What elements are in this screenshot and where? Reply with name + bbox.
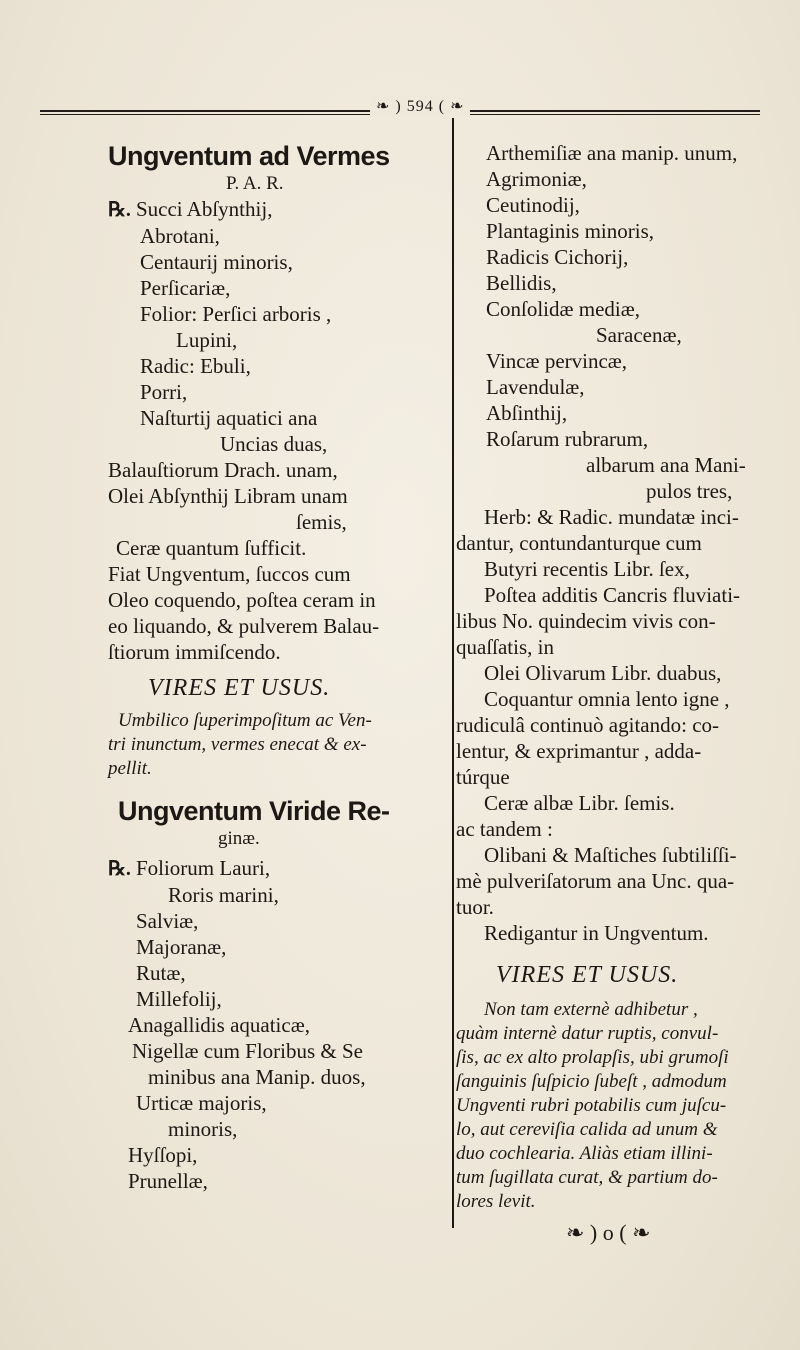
recipe-viride-line: Majoranæ,: [136, 935, 227, 959]
page-number: ❧ ) 594 ( ❧: [370, 96, 470, 116]
recipe-vermes-line: Naſturtij aquatici ana: [140, 406, 318, 430]
recipe-viride-line: Hyſſopi,: [128, 1143, 198, 1167]
vires-heading-1: VIRES ET USUS.: [148, 675, 331, 701]
vires-heading-2: VIRES ET USUS.: [496, 962, 679, 988]
recipe-cont-line: Agrimoniæ,: [486, 167, 587, 191]
instruction-line: Coquantur omnia lento igne ,: [484, 687, 730, 711]
recipe-vermes-line: Abrotani,: [140, 224, 220, 248]
recipe-vermes-line: Radic: Ebuli,: [140, 354, 251, 378]
instruction-line: Redigantur in Ungventum.: [484, 921, 709, 945]
recipe-vermes-line: Balauſtiorum Drach. unam,: [108, 458, 338, 482]
recipe-vermes-line: Oleo coquendo, poſtea ceram in: [108, 588, 376, 612]
recipe-cont-line: Vincæ pervincæ,: [486, 349, 628, 373]
vires-text-2: [456, 998, 796, 1214]
instruction-line: quaſſatis, in: [456, 635, 554, 659]
recipe-viride-line: Rutæ,: [136, 961, 186, 985]
recipe-authority: P. A. R.: [226, 173, 284, 194]
recipe-vermes-line: Fiat Ungventum, ſuccos cum: [108, 562, 351, 586]
recipe-cont-line: Ceutinodij,: [486, 193, 580, 217]
instruction-line: tuor.: [456, 895, 494, 919]
recipe-vermes-line: ſtiorum immiſcendo.: [108, 640, 281, 664]
recipe-cont-line: Arthemiſiæ ana manip. unum,: [486, 141, 738, 165]
vires2-line: ſanguinis ſuſpicio ſubeſt , admodum: [456, 1071, 727, 1092]
recipe-cont-line: Abſinthij,: [486, 401, 568, 425]
recipe-vermes-line: Ceræ quantum ſufficit.: [116, 536, 307, 560]
recipe-viride-line: Millefolij,: [136, 987, 222, 1011]
right-column: [456, 140, 796, 1246]
recipe-cont-line: Bellidis,: [486, 271, 557, 295]
instruction-line: Ceræ albæ Libr. ſemis.: [484, 791, 675, 815]
vires-text-1: [108, 709, 448, 781]
recipe-viride-line: Prunellæ,: [128, 1169, 208, 1193]
recipe-viride-line: ℞. Foliorum Lauri,: [108, 856, 271, 880]
recipe-viride-line: Salviæ,: [136, 909, 199, 933]
vires2-line: lo, aut cereviſia calida ad unum &: [456, 1119, 718, 1140]
recipe-vermes-line: Uncias duas,: [220, 432, 328, 456]
left-column: [108, 140, 448, 1194]
recipe-ingredients-vermes: [108, 196, 448, 665]
recipe-cont-line: pulos tres,: [646, 479, 733, 503]
recipe-viride-line: Nigellæ cum Floribus & Se: [132, 1039, 363, 1063]
instruction-line: Herb: & Radic. mundatæ inci-: [484, 505, 739, 529]
instruction-line: lentur, & exprimantur , adda-: [456, 739, 702, 763]
recipe-title-viride-2: ginæ.: [218, 828, 260, 849]
instruction-line: rudiculâ continuò agitando: co-: [456, 713, 720, 737]
recipe-title-viride-1: Ungventum Viride Re-: [118, 796, 390, 826]
instruction-line: libus No. quindecim vivis con-: [456, 609, 716, 633]
vires2-line: Non tam externè adhibetur ,: [484, 999, 698, 1020]
recipe-cont-line: Saracenæ,: [596, 323, 682, 347]
vires2-line: quàm internè datur ruptis, convul-: [456, 1023, 719, 1044]
recipe-vermes-line: Centaurij minoris,: [140, 250, 293, 274]
vires2-line: lores levit.: [456, 1191, 536, 1212]
instruction-line: Olei Olivarum Libr. duabus,: [484, 661, 722, 685]
recipe-cont-line: Plantaginis minoris,: [486, 219, 654, 243]
recipe-viride-line: Roris marini,: [168, 883, 279, 907]
instruction-line: Butyri recentis Libr. ſex,: [484, 557, 690, 581]
recipe-symbol-icon: ℞.: [108, 858, 136, 880]
recipe-vermes-line: Lupini,: [176, 328, 238, 352]
recipe-viride-line: minoris,: [168, 1117, 238, 1141]
instruction-line: ac tandem :: [456, 817, 553, 841]
vires2-line: ſis, ac ex alto prolapſis, ubi grumoſi: [456, 1047, 729, 1068]
footer-ornament: ❧ ) o ( ❧: [566, 1220, 651, 1245]
page-header: [40, 92, 760, 132]
recipe-vermes-line: ℞. Succi Abſynthij,: [108, 197, 273, 221]
vires2-line: tum ſugillata curat, & partium do-: [456, 1167, 718, 1188]
recipe-cont-line: Radicis Cichorij,: [486, 245, 629, 269]
instruction-line: Poſtea additis Cancris fluviati-: [484, 583, 741, 607]
recipe-vermes-line: Olei Abſynthij Libram unam: [108, 484, 348, 508]
recipe-cont-line: Lavendulæ,: [486, 375, 585, 399]
vires1-line: tri inunctum, vermes enecat & ex-: [108, 734, 367, 755]
instruction-line: dantur, contundanturque cum: [456, 531, 702, 555]
recipe-ingredients-continued: [456, 140, 796, 504]
recipe-instructions: [456, 504, 796, 946]
recipe-cont-line: Conſolidæ mediæ,: [486, 297, 641, 321]
recipe-symbol-icon: ℞.: [108, 199, 136, 221]
column-divider: [452, 118, 454, 1228]
recipe-viride-line: Anagallidis aquaticæ,: [128, 1013, 310, 1037]
recipe-viride-line: minibus ana Manip. duos,: [148, 1065, 366, 1089]
recipe-vermes-line: Perſicariæ,: [140, 276, 231, 300]
recipe-cont-line: Roſarum rubrarum,: [486, 427, 649, 451]
recipe-vermes-line: ſemis,: [296, 510, 347, 534]
vires2-line: Ungventi rubri potabilis cum juſcu-: [456, 1095, 727, 1116]
recipe-ingredients-viride: [108, 855, 448, 1194]
vires1-line: Umbilico ſuperimpoſitum ac Ven-: [118, 710, 372, 731]
vires1-line: pellit.: [108, 758, 152, 779]
recipe-title-vermes: Ungventum ad Vermes: [108, 141, 390, 171]
vires2-line: duo cochlearia. Aliàs etiam illini-: [456, 1143, 713, 1164]
instruction-line: mè pulveriſatorum ana Unc. qua-: [456, 869, 735, 893]
instruction-line: túrque: [456, 765, 510, 789]
recipe-viride-line: Urticæ majoris,: [136, 1091, 267, 1115]
recipe-cont-line: albarum ana Mani-: [586, 453, 746, 477]
recipe-vermes-line: Folior: Perſici arboris ,: [140, 302, 332, 326]
instruction-line: Olibani & Maſtiches ſubtiliſſi-: [484, 843, 737, 867]
recipe-vermes-line: Porri,: [140, 380, 188, 404]
recipe-vermes-line: eo liquando, & pulverem Balau-: [108, 614, 380, 638]
